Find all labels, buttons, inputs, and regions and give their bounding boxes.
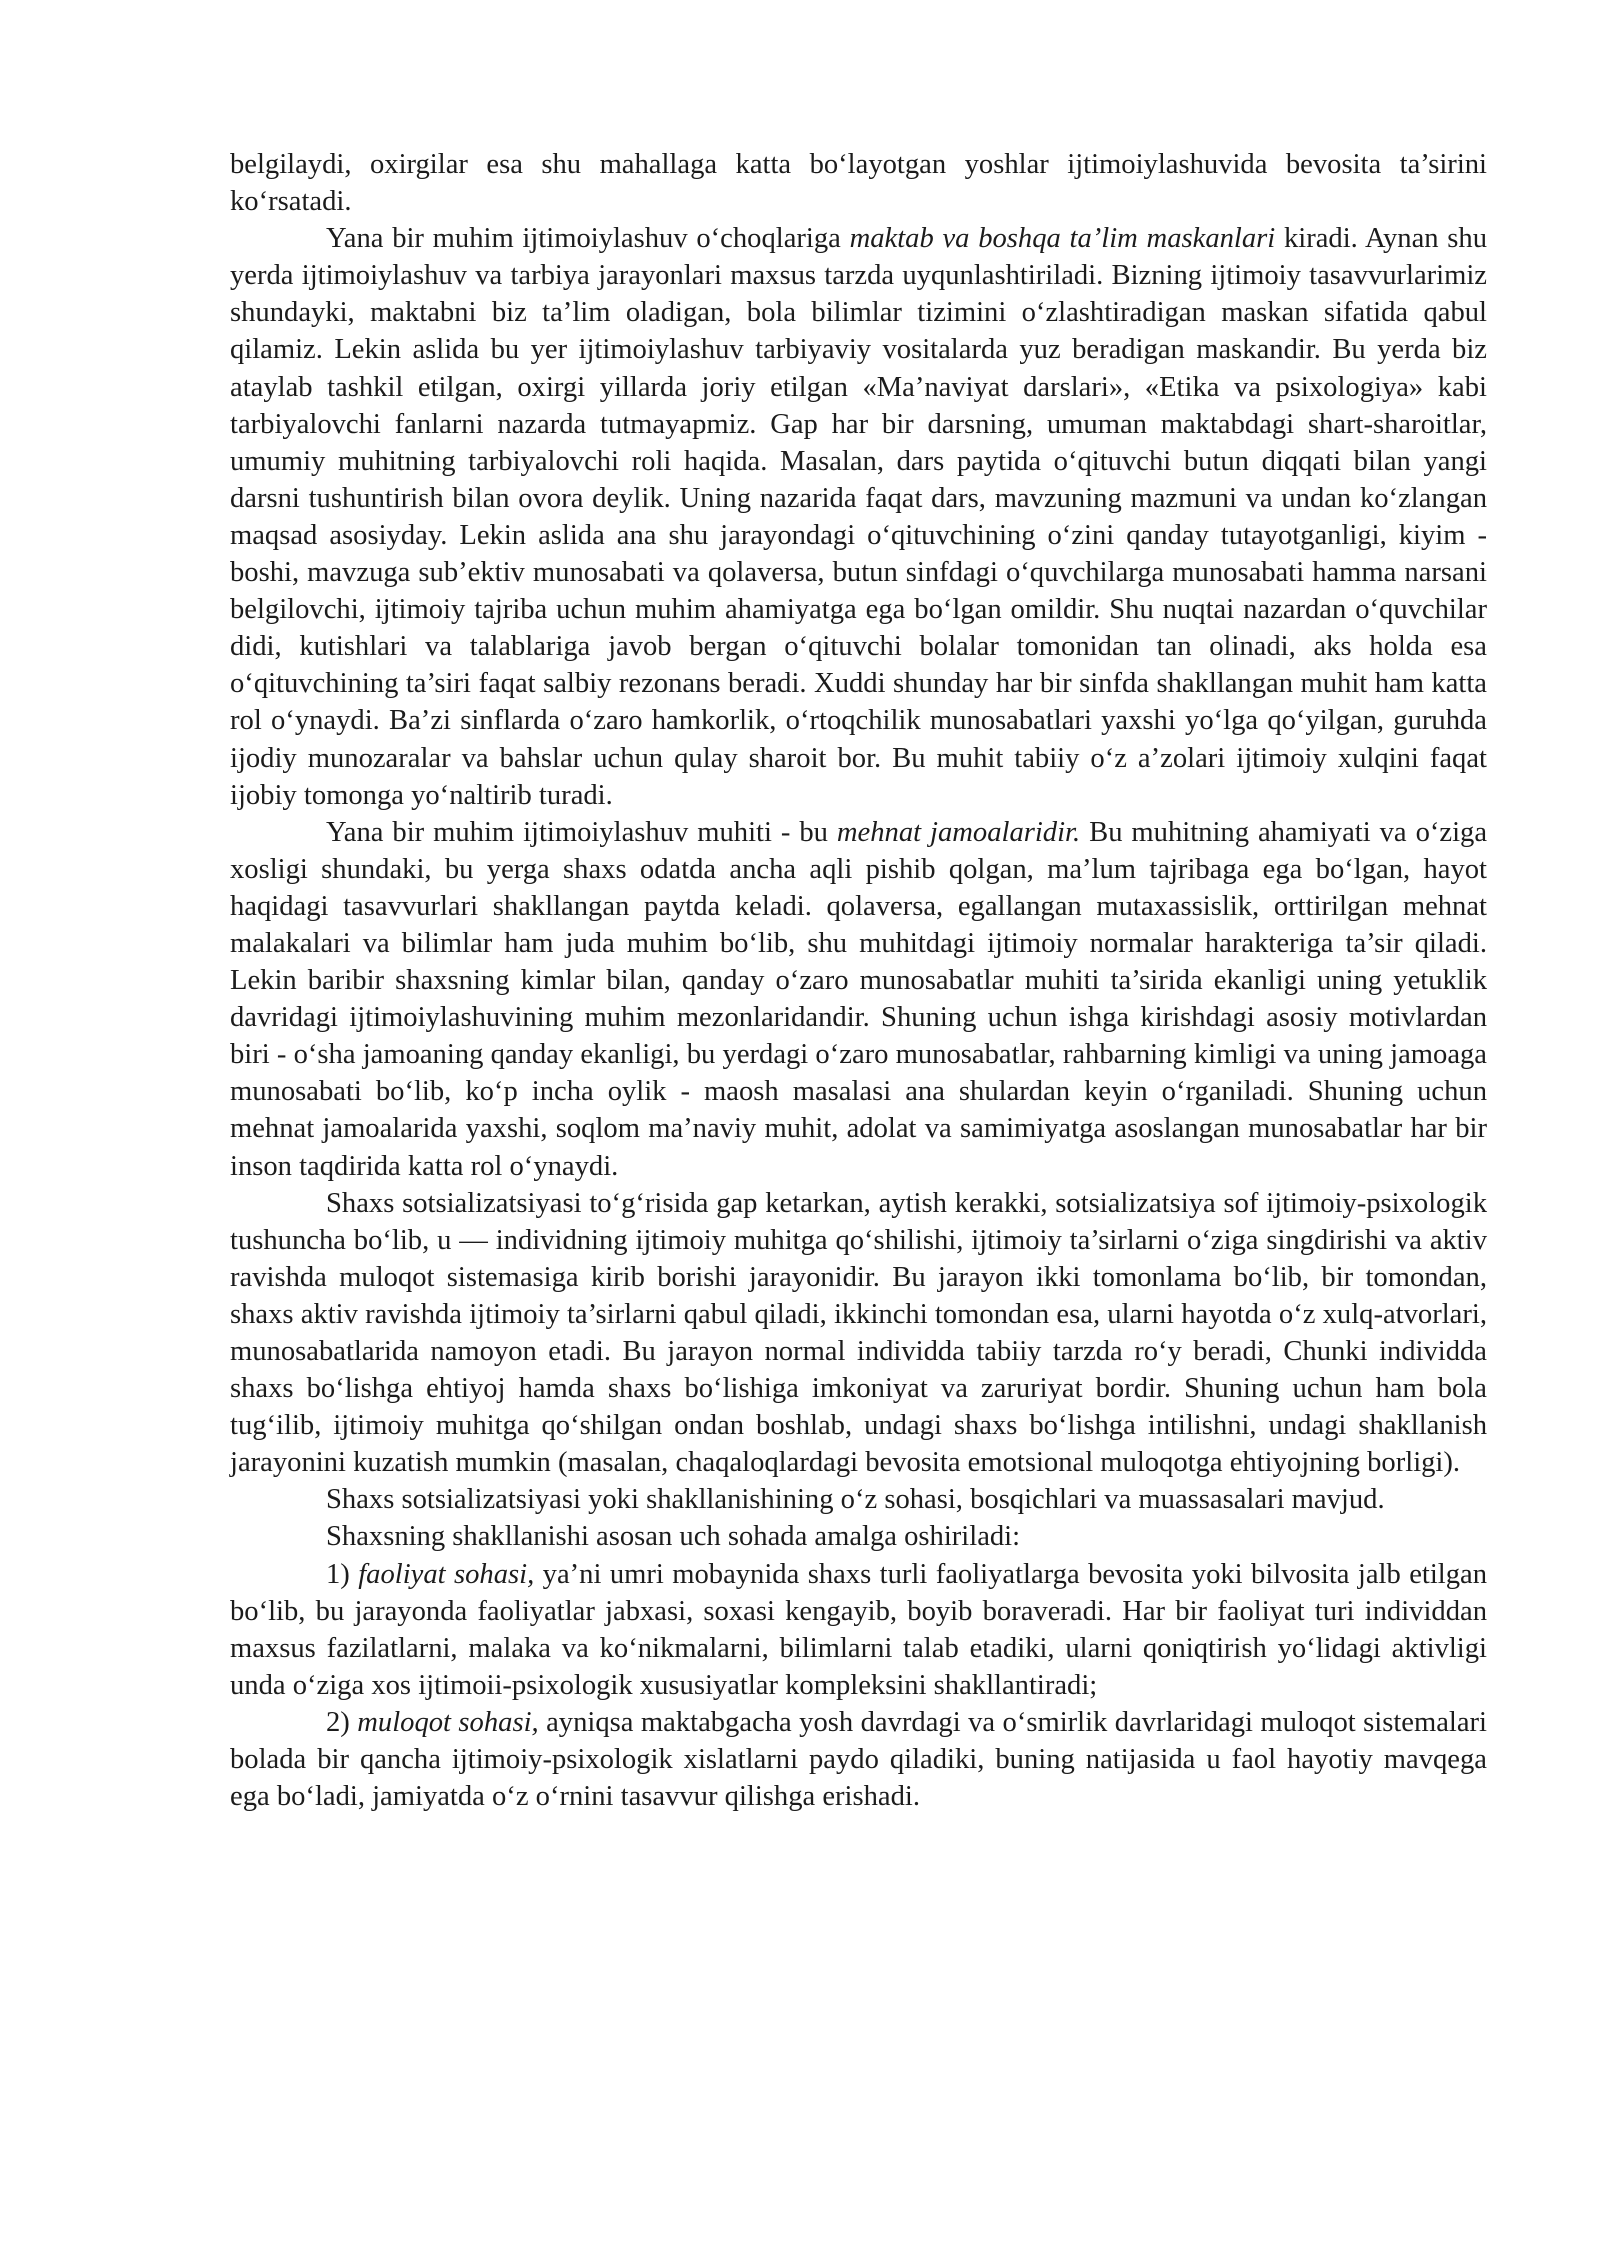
document-page (230, 146, 1487, 1815)
paragraph-5 (230, 1481, 1487, 1518)
paragraph-1 (230, 146, 1487, 220)
italic-term: maktab va boshqa ta’lim maskanlari (849, 223, 1276, 255)
paragraph-text: Shaxs sotsializatsiyasi to‘g‘risida gap ketarkan, aytish kerakki, sotsializatsiya sof ijtimoiy-psixologik tushuncha bo‘lib, u — individning ijtimoiy muhitga qo‘shilishi, ijtimoiy ta’sirlarni o‘ziga singdirishi va aktiv ravishda muloqot sistemasiga kirib borishi jarayonidir. Bu jarayon ikki tomonlama bo‘lib, bir tomondan, shaxs aktiv ravishda ijtimoiy ta’sirlarni qabul qiladi, ikkinchi tomondan esa, ularni hayotda o‘z xulq-atvorlari, munosabatlarida namoyon etadi. Bu jarayon normal individda tabiiy tarzda ro‘y beradi, Chunki individda shaxs bo‘lishga ehtiyoj hamda shaxs bo‘lishiga imkoniyat va zaruriyat bordir. Shuning uchun ham bola tug‘ilib, ijtimoiy muhitga qo‘shilgan ondan boshlab, undagi shaxs bo‘lishga intilishni, undagi shakllanish jarayonini kuzatish mumkin (masalan, chaqaloqlardagi bevosita emotsional muloqotga ehtiyojning borligi). (230, 1187, 1487, 1479)
paragraph-text: belgilaydi, oxirgilar esa shu mahallaga katta bo‘layotgan yoshlar ijtimoiylashuvida bevosita ta’sirini ko‘rsatadi. (230, 149, 1487, 218)
paragraph-6 (230, 1518, 1487, 1555)
list-number: 1) (326, 1558, 359, 1590)
paragraph-text: ya’ni umri mobaynida shaxs turli faoliyatlarga bevosita yoki bilvosita jalb etilgan bo‘lib, bu jarayonda faoliyatlar jabxasi, soxasi kengayib, boyib boraveradi. Har bir faoliyat turi individdan maxsus fazilatlarni, malaka va ko‘nikmalarni, bilimlarni talab etadiki, ularni qoniqtirish yo‘lidagi aktivligi unda o‘ziga xos ijtimoii-psixologik xususiyatlar kompleksini shakllantiradi; (230, 1558, 1488, 1701)
paragraph-4 (230, 1185, 1487, 1482)
list-number: 2) (326, 1706, 358, 1738)
paragraph-text: Bu muhitning ahamiyati va o‘ziga xosligi shundaki, bu yerga shaxs odatda ancha aqli pishib qolgan, ma’lum tajribaga ega bo‘lgan, hayot haqidagi tasavvurlari shakllangan paytda keladi. qolaversa, egallangan mutaxassislik, orttirilgan mehnat malakalari va bilimlar ham juda muhim bo‘lib, shu muhitdagi ijtimoiy normalar harakteriga ta’sir qiladi. Lekin baribir shaxsning kimlar bilan, qanday o‘zaro munosabatlar muhiti ta’sirida ekanligi uning yetuklik davridagi ijtimoiylashuvining muhim mezonlaridandir. Shuning uchun ishga kirishdagi asosiy motivlardan biri - o‘sha jamoaning qanday ekanligi, bu yerdagi o‘zaro munosabatlar, rahbarning kimligi va uning jamoaga munosabati bo‘lib, ko‘p incha oylik - maosh masalasi ana shulardan keyin o‘rganiladi. Shuning uchun mehnat jamoalarida yaxshi, soqlom ma’naviy muhit, adolat va samimiyatga asoslangan munosabatlar har bir inson taqdirida katta rol o‘ynaydi. (230, 816, 1488, 1182)
paragraph-text: Shaxs sotsializatsiyasi yoki shakllanishining o‘z sohasi, bosqichlari va muassasalari mavjud. (326, 1484, 1385, 1516)
paragraph-8 (230, 1704, 1487, 1815)
paragraph-text: kiradi. Aynan shu yerda ijtimoiylashuv va tarbiya jarayonlari maxsus tarzda uyqunlashtiriladi. Bizning ijtimoiy tasavvurlarimiz shundayki, maktabni biz ta’lim oladigan, bola bilimlar tizimini o‘zlashtiradigan maskan sifatida qabul qilamiz. Lekin aslida bu yer ijtimoiylashuv tarbiyaviy vositalarda yuz beradigan maskandir. Bu yerda biz ataylab tashkil etilgan, oxirgi yillarda joriy etilgan «Ma’naviyat darslari», «Etika va psixologiya» kabi tarbiyalovchi fanlarni nazarda tutmayapmiz. Gap har bir darsning, umuman maktabdagi shart-sharoitlar, umumiy muhitning tarbiyalovchi roli haqida. Masalan, dars paytida o‘qituvchi butun diqqati bilan yangi darsni tushuntirish bilan ovora deylik. Uning nazarida faqat dars, mavzuning mazmuni va undan ko‘zlangan maqsad asosiyday. Lekin aslida ana shu jarayondagi o‘qituvchining o‘zini qanday tutayotganligi, kiyim - boshi, mavzuga sub’ektiv munosabati va qolaversa, butun sinfdagi o‘quvchilarga munosabati hamma narsani belgilovchi, ijtimoiy tajriba uchun muhim ahamiyatga ega bo‘lgan omildir. Shu nuqtai nazardan o‘quvchilar didi, kutishlari va talablariga javob bergan o‘qituvchi bolalar tomonidan tan olinadi, aks holda esa o‘qituvchining ta’siri faqat salbiy rezonans beradi. Xuddi shunday har bir sinfda shakllangan muhit ham katta rol o‘ynaydi. Ba’zi sinflarda o‘zaro hamkorlik, o‘rtoqchilik munosabatlari yaxshi yo‘lga qo‘yilgan, guruhda ijodiy munozaralar va bahslar uchun qulay sharoit bor. Bu muhit tabiiy o‘z a’zolari ijtimoiy xulqini faqat ijobiy tomonga yo‘naltirib turadi. (230, 223, 1487, 811)
paragraph-text: ayniqsa maktabgacha yosh davrdagi va o‘smirlik davrlaridagi muloqot sistemalari bolada bir qancha ijtimoiy-psixologik xislatlarni paydo qiladiki, buning natijasida u faol hayotiy mavqega ega bo‘ladi, jamiyatda o‘z o‘rnini tasavvur qilishga erishadi. (230, 1706, 1487, 1813)
paragraph-2 (230, 220, 1487, 814)
italic-term: faoliyat sohasi, (358, 1558, 535, 1590)
paragraph-text: Yana bir muhim ijtimoiylashuv muhiti - bu (326, 816, 837, 848)
italic-term: mehnat jamoalaridir. (836, 816, 1081, 848)
paragraph-text: Yana bir muhim ijtimoiylashuv o‘choqlariga (326, 223, 850, 255)
italic-term: muloqot sohasi, (357, 1706, 539, 1738)
paragraph-text: Shaxsning shakllanishi asosan uch sohada amalga oshiriladi: (326, 1521, 1021, 1553)
paragraph-3 (230, 814, 1487, 1185)
paragraph-7 (230, 1556, 1487, 1704)
